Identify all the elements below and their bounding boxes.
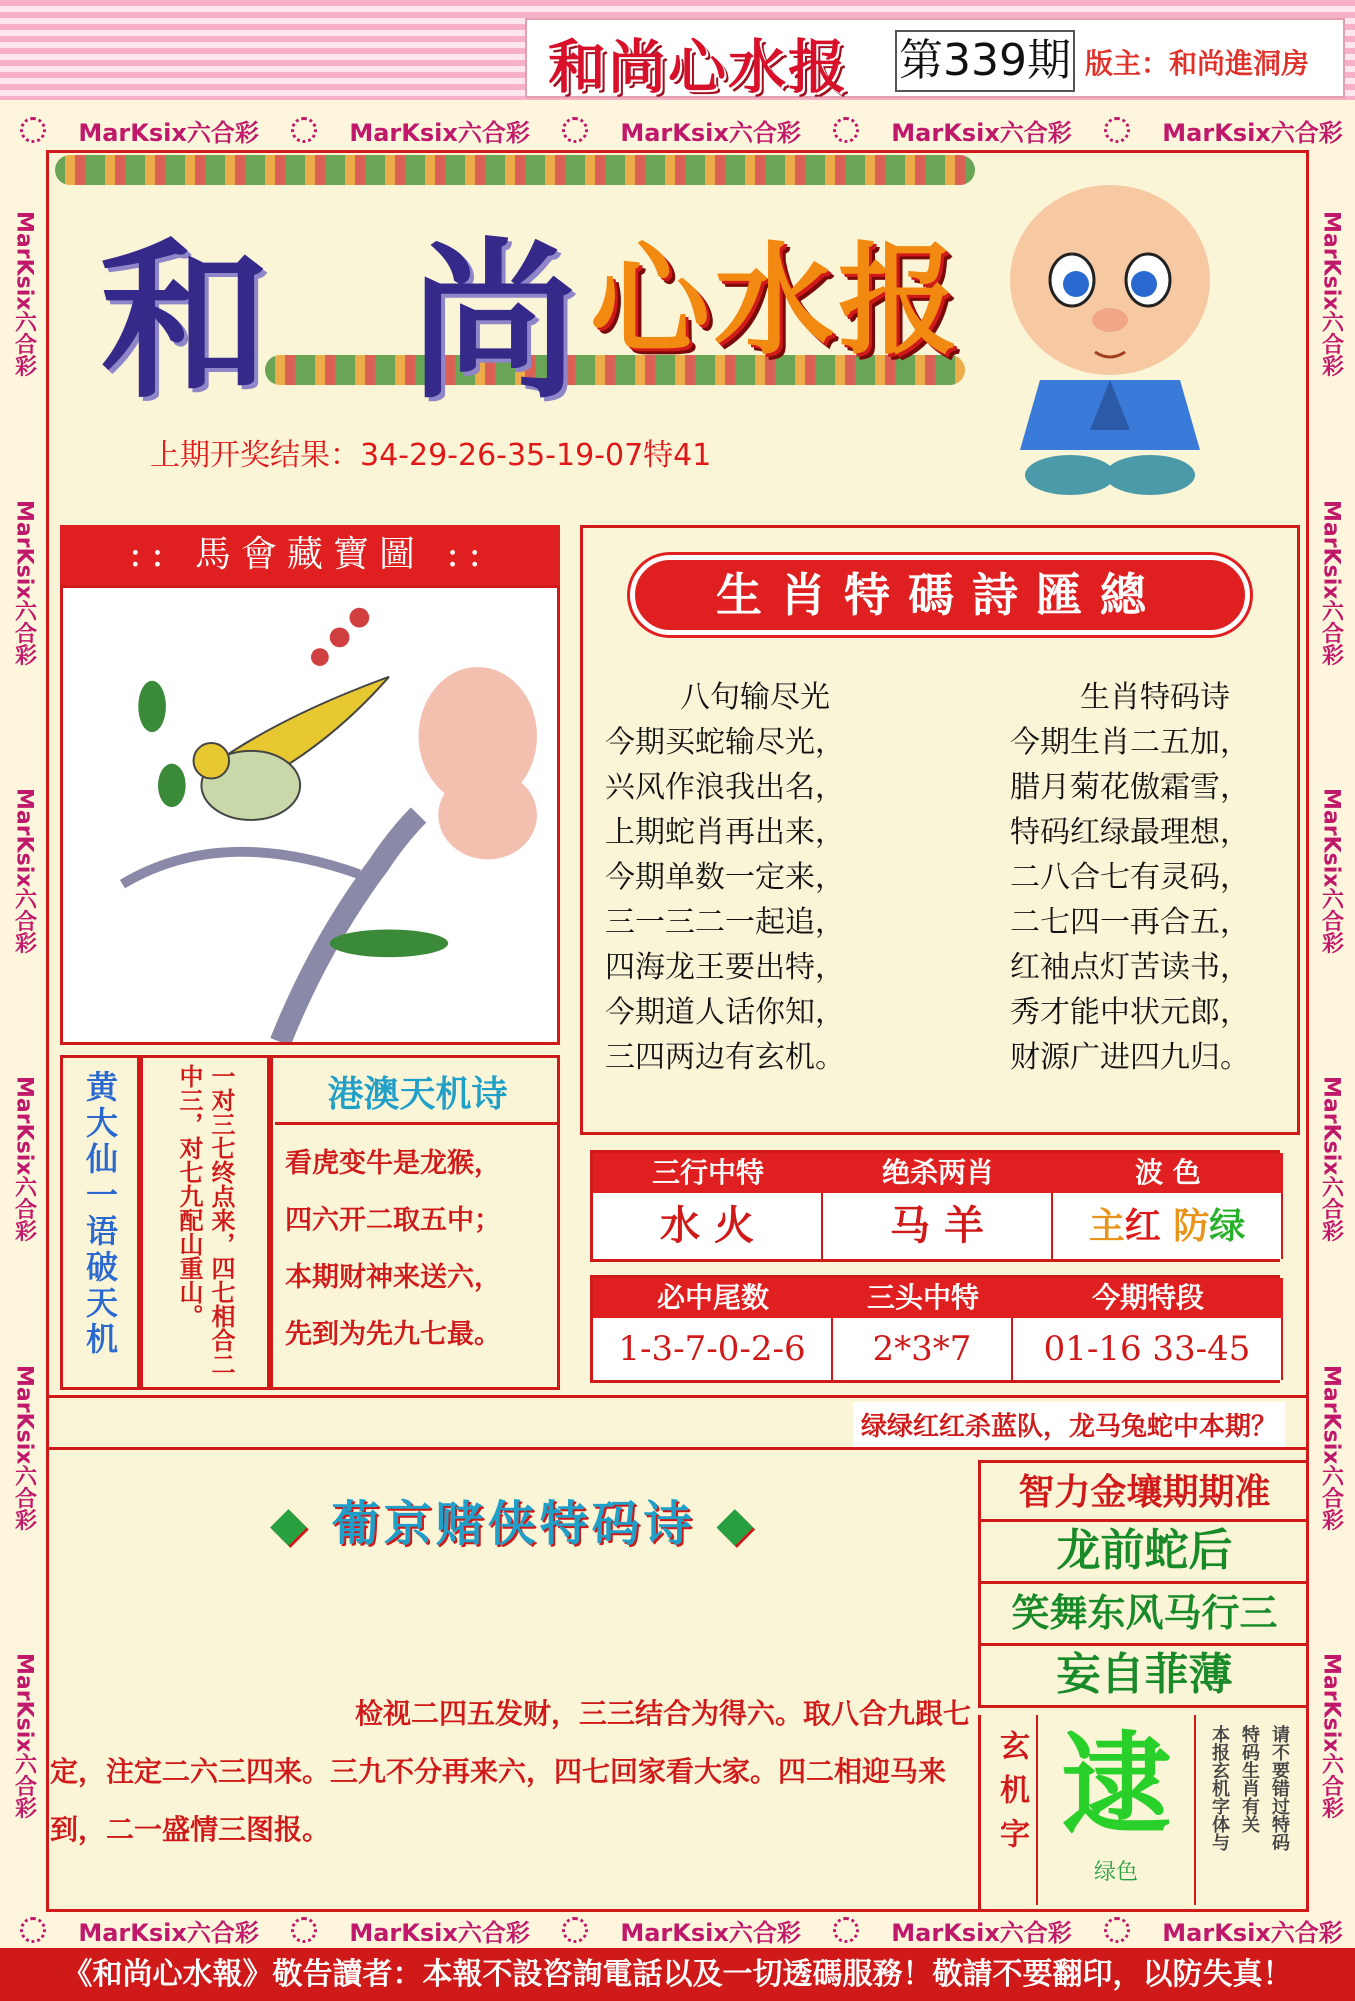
footer-notice: 《和尚心水報》敬告讀者：本報不設咨詢電話以及一切透碼服務！敬請不要翻印，以防失真！	[0, 1948, 1355, 2001]
table-header: 必中尾数	[593, 1278, 833, 1318]
wave-main: 红	[1124, 1205, 1161, 1247]
table-row2	[590, 1275, 1280, 1383]
xuanji-label: 玄机字	[994, 1730, 1029, 1862]
watermark-text: MarKsix六合彩	[11, 499, 37, 666]
table-header: 绝杀两肖	[823, 1153, 1053, 1193]
flower-icon	[1104, 1917, 1130, 1943]
xuanji-char: 逮	[1061, 1720, 1171, 1849]
watermark-text: MarKsix六合彩	[11, 211, 37, 377]
table-header: 今期特段	[1013, 1278, 1283, 1318]
diamond-icon: ◆	[716, 1496, 758, 1552]
xuanji-note: 特码生肖有关	[1239, 1725, 1260, 1833]
xuanji-color: 绿色	[1093, 1860, 1138, 1885]
gangao-line: 看虎变牛是龙猴，	[285, 1148, 501, 1179]
watermark-text: MarKsix六合彩	[1318, 1364, 1344, 1531]
watermark-text: MarKsix六合彩	[78, 118, 259, 147]
poem-line: 今期生肖二五加，	[1010, 725, 1250, 760]
poem-line: 今期买蛇输尽光，	[605, 725, 845, 760]
huang-daxian-title-box	[60, 1055, 140, 1390]
flower-icon	[291, 117, 317, 143]
table-cell: 水 火	[593, 1193, 823, 1259]
table-header: 三头中特	[833, 1278, 1013, 1318]
poem-line: 腊月菊花傲霜雪，	[1010, 770, 1250, 805]
table-header: 三行中特	[593, 1153, 823, 1193]
watermark-text: MarKsix六合彩	[891, 1918, 1072, 1947]
watermark-text: MarKsix六合彩	[1318, 1076, 1344, 1242]
last-result: 上期开奖结果：34-29-26-35-19-07特41	[150, 438, 712, 473]
pujing-title-text: 葡京赌侠特码诗	[331, 1496, 696, 1552]
editor-label: 版主：和尚進洞房	[1085, 47, 1310, 80]
watermark-text: MarKsix六合彩	[1162, 1918, 1343, 1947]
poem-line: 今期单数一定来，	[605, 860, 845, 895]
gangao-title: 港澳天机诗	[275, 1065, 560, 1125]
huang-daxian-text-box	[140, 1055, 270, 1390]
wave-guard: 绿	[1209, 1205, 1246, 1247]
xuanji-box	[978, 1715, 1308, 1910]
table-cell: 2*3*7	[833, 1318, 1013, 1380]
flower-icon	[562, 1917, 588, 1943]
header-title: 和尚心水报	[548, 33, 849, 101]
poem-right-title: 生肖特码诗	[1080, 680, 1230, 715]
poem-section-title: 生肖特碼詩匯總	[630, 555, 1250, 635]
stack-row: 妄自菲薄	[978, 1646, 1308, 1708]
stack-row: 智力金壤期期准	[978, 1460, 1308, 1522]
xuanji-note: 本报玄机字体与	[1209, 1725, 1230, 1851]
riddle-text: 绿绿红红杀蓝队，龙马兔蛇中本期？	[853, 1402, 1285, 1447]
table-row1	[590, 1150, 1280, 1262]
issue-number: 第339期	[895, 30, 1075, 92]
flower-icon	[562, 117, 588, 143]
table-cell: 01-16 33-45	[1013, 1318, 1283, 1380]
poem-line: 二七四一再合五，	[1010, 905, 1250, 940]
horse-map-title: :: 馬會藏寶圖 ::	[60, 525, 560, 585]
poem-line: 上期蛇肖再出来，	[605, 815, 845, 850]
poem-line: 兴风作浪我出名，	[605, 770, 845, 805]
banner-heshang: 和 尚	[100, 222, 620, 422]
monk-mascot-image	[1000, 180, 1220, 500]
watermark-text: MarKsix六合彩	[349, 1918, 530, 1947]
flower-icon	[20, 117, 46, 143]
watermark-text: MarKsix六合彩	[11, 788, 37, 954]
right-stack	[978, 1460, 1308, 1708]
poem-left-title: 八句输尽光	[680, 680, 830, 715]
watermark-text: MarKsix六合彩	[78, 1918, 259, 1947]
flower-icon	[291, 1917, 317, 1943]
vine-decoration-top	[55, 155, 975, 185]
xuanji-char-box	[1036, 1715, 1196, 1905]
poem-line: 二八合七有灵码，	[1010, 860, 1250, 895]
poem-line: 秀才能中状元郎，	[1010, 995, 1250, 1030]
gangao-line: 四六开二取五中；	[285, 1205, 501, 1236]
wave-guard-label: 防	[1173, 1205, 1210, 1247]
wave-main-label: 主	[1088, 1205, 1125, 1247]
flower-icon	[20, 1917, 46, 1943]
gangao-poem	[285, 1135, 555, 1363]
xuanji-note: 请不要错过特码	[1269, 1725, 1290, 1851]
huang-daxian-text: 一对三七终点来，四七相合二中三，对七九配山重山。	[175, 1064, 236, 1376]
poem-line: 三一三二一起追，	[605, 905, 845, 940]
poem-line: 今期道人话你知，	[605, 995, 845, 1030]
banner-xinshuibao: 心水报	[590, 232, 962, 371]
flower-icon	[833, 1917, 859, 1943]
watermark-col-left	[4, 150, 44, 1880]
watermark-text: MarKsix六合彩	[11, 1076, 37, 1242]
watermark-col-right	[1311, 150, 1351, 1880]
gangao-line: 先到为先九七最。	[285, 1319, 501, 1350]
huang-daxian-title: 黄大仙一语破天机	[81, 1070, 119, 1358]
poem-left	[605, 675, 905, 1080]
watermark-text: MarKsix六合彩	[620, 1918, 801, 1947]
bird-painting-image	[60, 585, 560, 1045]
watermark-text: MarKsix六合彩	[11, 1653, 37, 1819]
pujing-text: 检视二四五发财，三三结合为得六。取八合九跟七定，注定二六三四来。三九不分再来六，四七回家看大家。四二相迎马来到，二一盛情三图报。	[50, 1697, 972, 1846]
pujing-poem	[50, 1685, 975, 1859]
table-cell: 1-3-7-0-2-6	[593, 1318, 833, 1380]
stack-row: 龙前蛇后	[978, 1522, 1308, 1584]
flower-icon	[1104, 117, 1130, 143]
watermark-text: MarKsix六合彩	[620, 118, 801, 147]
poem-line: 财源广进四九归。	[1010, 1040, 1250, 1075]
poem-line: 四海龙王要出特，	[605, 950, 845, 985]
gangao-line: 本期财神来送六，	[285, 1262, 501, 1293]
table-header: 波 色	[1053, 1153, 1283, 1193]
poem-right	[1010, 675, 1300, 1080]
diamond-icon: ◆	[270, 1496, 311, 1552]
poem-line: 特码红绿最理想，	[1010, 815, 1250, 850]
watermark-text: MarKsix六合彩	[1318, 211, 1344, 377]
flower-icon	[833, 117, 859, 143]
watermark-text: MarKsix六合彩	[1162, 118, 1343, 147]
watermark-text: MarKsix六合彩	[349, 118, 530, 147]
poem-line: 红袖点灯苦读书，	[1010, 950, 1250, 985]
watermark-text: MarKsix六合彩	[11, 1364, 37, 1531]
watermark-text: MarKsix六合彩	[891, 118, 1072, 147]
stack-row: 笑舞东风马行三	[978, 1584, 1308, 1646]
table-cell: 马 羊	[823, 1193, 1053, 1259]
watermark-text: MarKsix六合彩	[1318, 499, 1344, 666]
watermark-text: MarKsix六合彩	[1318, 788, 1344, 954]
pujing-title	[270, 1485, 757, 1554]
poem-line: 三四两边有玄机。	[605, 1040, 845, 1075]
watermark-row-top	[0, 105, 1355, 155]
table-cell-wave	[1053, 1193, 1283, 1259]
watermark-text: MarKsix六合彩	[1318, 1653, 1344, 1819]
